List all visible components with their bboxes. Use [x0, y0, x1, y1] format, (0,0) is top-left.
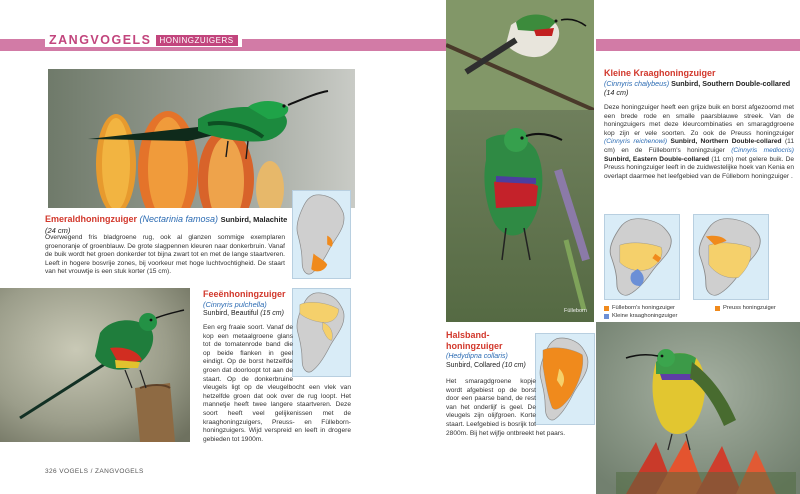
double-collared-text-mid: (11 cm) en de Fülleborn's honingzuiger [604, 138, 794, 154]
subsection-tag: HONINGZUIGERS [156, 35, 238, 46]
double-collared-name-sci: (Cinnyris chalybeus) [604, 79, 670, 88]
double-collared-text-post: (11 cm) met gelere buik. De Preuss honingzuiger leeft in de zuidwestelijke hoek van Kenia en overlapt daarmee het leefgebied van de Fülleborn honingzuiger . [604, 155, 794, 180]
emerald-description: Overwegend fris bladgroene rug, ook al glanzen sommige exemplaren groenoranje of groenblauw. De grote slagpennen kleuren naar donkerbruin. Vanaf de buik wordt het groen donkerder tot bijna zwart tot en met de lange staartveren. Leeft in hogere bosvrije zones, bij voorkeur met hoge luchtvochtigheid. De staart van het vrouwtje is een stuk korter (15 cm). [45, 234, 285, 276]
fulleborn-photo [446, 110, 594, 322]
legend-swatch-orange [604, 306, 609, 311]
beautiful-title [203, 289, 291, 318]
collared-size: (10 cm) [502, 362, 526, 369]
beautiful-name-nl: Feeënhoningzuiger [203, 289, 286, 299]
emerald-name-en: Sunbird, Malachite [220, 215, 288, 224]
fulleborn-en: Sunbird, Eastern Double-collared [604, 155, 710, 163]
double-collared-title [604, 68, 800, 97]
legend-item-preuss [715, 305, 776, 311]
beautiful-description-text: Een erg fraaie soort. Vanaf de kop een metaalgroene glans tot de tomatenrode band die op beide flanken in geel eindigt. Op de borst hetzelfde groen dat doorloopt tot aan de staart. Op de donkerbruine vleugels ligt op de vleugelbocht een vlek van hetzelfde groen dat ook over de rug loopt. Het mannetje heeft twee langere staartveren. Deze soort heeft veel gelijkenissen met de kraaghoningzuigers, Preuss- en Fülleborn-honingzuigers. Wijd verspreid en leeft in drogere gebieden tot 1900m. [203, 324, 351, 443]
beautiful-description [203, 324, 351, 446]
legend-swatch-orange-2 [715, 306, 720, 311]
legend-label-preuss: Preuss honingzuiger [722, 305, 776, 311]
beautiful-sunbird-photo [0, 288, 190, 442]
double-collared-name-nl: Kleine Kraaghoningzuiger [604, 68, 716, 78]
emerald-name-sci: (Nectarinia famosa) [139, 214, 219, 224]
legend-label-kleine: Kleine kraaghoningzuiger [612, 313, 678, 319]
legend-label-fulleborn: Fülleborn's honingzuiger [612, 305, 675, 311]
double-collared-name-en: Sunbird, Southern Double-collared [671, 79, 791, 88]
emerald-name-nl: Emeraldhoningzuiger [45, 214, 138, 224]
header-band-right [596, 39, 800, 51]
legend-item-fulleborn [604, 305, 675, 311]
double-collared-size: (14 cm) [604, 88, 629, 97]
collared-name-sci: (Hedydipna collaris) [446, 353, 508, 360]
collared-description [446, 378, 594, 444]
emerald-size: (24 cm) [45, 226, 71, 235]
page-folio: 326 VOGELS / ZANGVOGELS [45, 468, 144, 475]
preuss-en: Sunbird, Northern Double-collared [667, 138, 782, 146]
photo-credit: Fülleborn [564, 308, 587, 314]
fulleborn-sci: (Cinnyris mediocris) [731, 146, 794, 154]
emerald-sunbird-photo [48, 69, 355, 208]
preuss-range-map [693, 214, 769, 300]
collared-name-nl: Halsband-honingzuiger [446, 330, 503, 351]
double-collared-description [604, 104, 794, 181]
collared-name-en: Sunbird, Collared [446, 362, 501, 369]
beautiful-name-en: Sunbird, Beautiful [203, 310, 259, 317]
collared-sunbird-photo [596, 322, 800, 494]
collared-title [446, 330, 532, 370]
preuss-sci: (Cinnyris reichenowi) [604, 138, 668, 146]
fulleborn-range-map [604, 214, 680, 300]
emerald-title [45, 214, 290, 236]
map-legend [604, 305, 794, 319]
collared-description-text: Het smaragdgroene kopje wordt afgebiest op de borst door een paarse band, de rest van het onderlijf is geel. De vleugels zijn olijfgroen. Korte staart. Leefgebied is bosrijk tot 2800m. Bij het wijfje ontbreekt het paars. [446, 378, 566, 437]
double-collared-photo [446, 0, 594, 110]
section-title: ZANGVOGELS [49, 33, 152, 47]
double-collared-text-pre: Deze honingzuiger heeft een grijze buik en borst afgezoomd met een brede rode en smalle paarsblauwe streek. Van de honingzuigers met deze kleurcombinaties en smaragdgroene kop zijn er vele soorten. Zo ook de Preuss honingzuiger [604, 104, 794, 137]
legend-item-kleine [604, 313, 794, 319]
beautiful-size: (15 cm) [260, 310, 284, 317]
beautiful-name-sci: (Cinnyris pulchella) [203, 300, 267, 309]
section-header [45, 33, 242, 47]
emerald-range-map [292, 190, 351, 279]
legend-swatch-blue [604, 314, 609, 319]
